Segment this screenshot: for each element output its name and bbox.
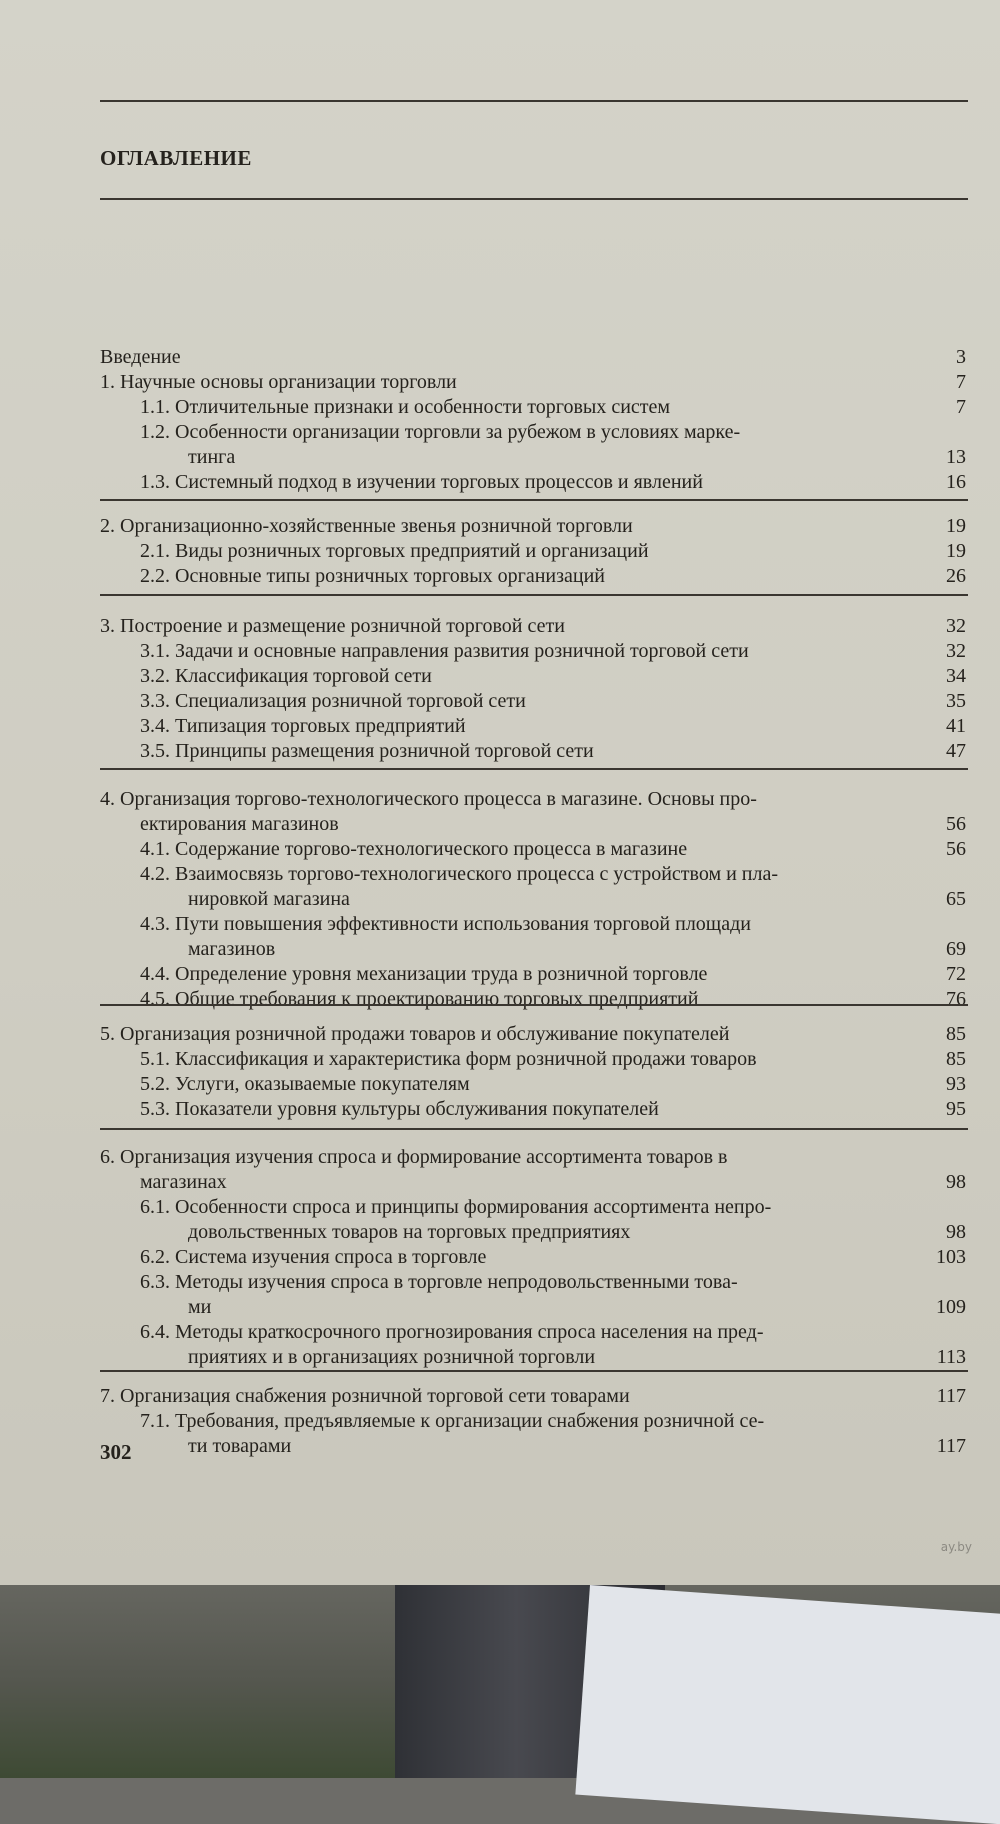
toc-chapter: 1. Научные основы организации торговли 7 [100,371,966,393]
toc-section: 2.1. Виды розничных торговых предприятий и организаций 19 [140,540,966,562]
toc-section: 6.2. Система изучения спроса в торговле 103 [140,1246,966,1268]
watermark: ay.by [940,1540,972,1554]
chapter-separator [100,1370,968,1372]
chapter-separator [100,1004,968,1006]
toc-chapter: 6. Организация изучения спроса и формирование ассортимента товаров в магазинах 98 [100,1146,966,1193]
toc-section: 4.1. Содержание торгово-технологического процесса в магазине 56 [140,838,966,860]
chapter-separator [100,594,968,596]
title-rule [100,198,968,200]
chapter-separator [100,1128,968,1130]
toc-entry: Введение 3 [100,346,966,368]
toc-section: 4.4. Определение уровня механизации труда в розничной торговле 72 [140,963,966,985]
toc-section: 5.2. Услуги, оказываемые покупателям 93 [140,1073,966,1095]
toc-section: 3.1. Задачи и основные направления развития розничной торговой сети 32 [140,640,966,662]
toc-section: 6.1. Особенности спроса и принципы формирования ассортимента непро- довольственных товаров на торговых предприятиях 98 [140,1196,966,1243]
chapter-separator [100,499,968,501]
page-number: 302 [100,1440,132,1464]
toc-section: 3.5. Принципы размещения розничной торговой сети 47 [140,740,966,762]
toc-chapter: 3. Построение и размещение розничной торговой сети 32 [100,615,966,637]
toc-section: 3.4. Типизация торговых предприятий 41 [140,715,966,737]
toc-chapter: 5. Организация розничной продажи товаров и обслуживание покупателей 85 [100,1023,966,1045]
background-sheet [575,1585,1000,1824]
toc-section: 1.3. Системный подход в изучении торговых процессов и явлений 16 [140,471,966,493]
toc-chapter: 4. Организация торгово-технологического процесса в магазине. Основы про- ектирования магазинов 56 [100,788,966,835]
top-rule [100,100,968,102]
chapter-separator [100,768,968,770]
toc-section: 7.1. Требования, предъявляемые к организации снабжения розничной се- ти товарами 117 [140,1410,966,1457]
toc-section: 6.3. Методы изучения спроса в торговле непродовольственными това- ми 109 [140,1271,966,1318]
toc-section: 2.2. Основные типы розничных торговых организаций 26 [140,565,966,587]
toc-section: 5.3. Показатели уровня культуры обслуживания покупателей 95 [140,1098,966,1120]
toc-section: 4.3. Пути повышения эффективности использования торговой площади магазинов 69 [140,913,966,960]
toc-section: 5.1. Классификация и характеристика форм розничной продажи товаров 85 [140,1048,966,1070]
toc-chapter: 7. Организация снабжения розничной торговой сети товарами 117 [100,1385,966,1407]
toc-title: ОГЛАВЛЕНИЕ [100,146,252,170]
toc-section: 3.2. Классификация торговой сети 34 [140,665,966,687]
toc-section: 3.3. Специализация розничной торговой сети 35 [140,690,966,712]
toc-section: 6.4. Методы краткосрочного прогнозирования спроса населения на пред- приятиях и в организациях розничной торговли 113 [140,1321,966,1368]
toc-section: 1.1. Отличительные признаки и особенности торговых систем 7 [140,396,966,418]
toc-section: 1.2. Особенности организации торговли за рубежом в условиях марке- тинга 13 [140,421,966,468]
toc-section: 4.5. Общие требования к проектированию торговых предприятий 76 [140,988,966,1010]
toc-chapter: 2. Организационно-хозяйственные звенья розничной торговли 19 [100,515,966,537]
toc-section: 4.2. Взаимосвязь торгово-технологического процесса с устройством и пла- нировкой магазина 65 [140,863,966,910]
